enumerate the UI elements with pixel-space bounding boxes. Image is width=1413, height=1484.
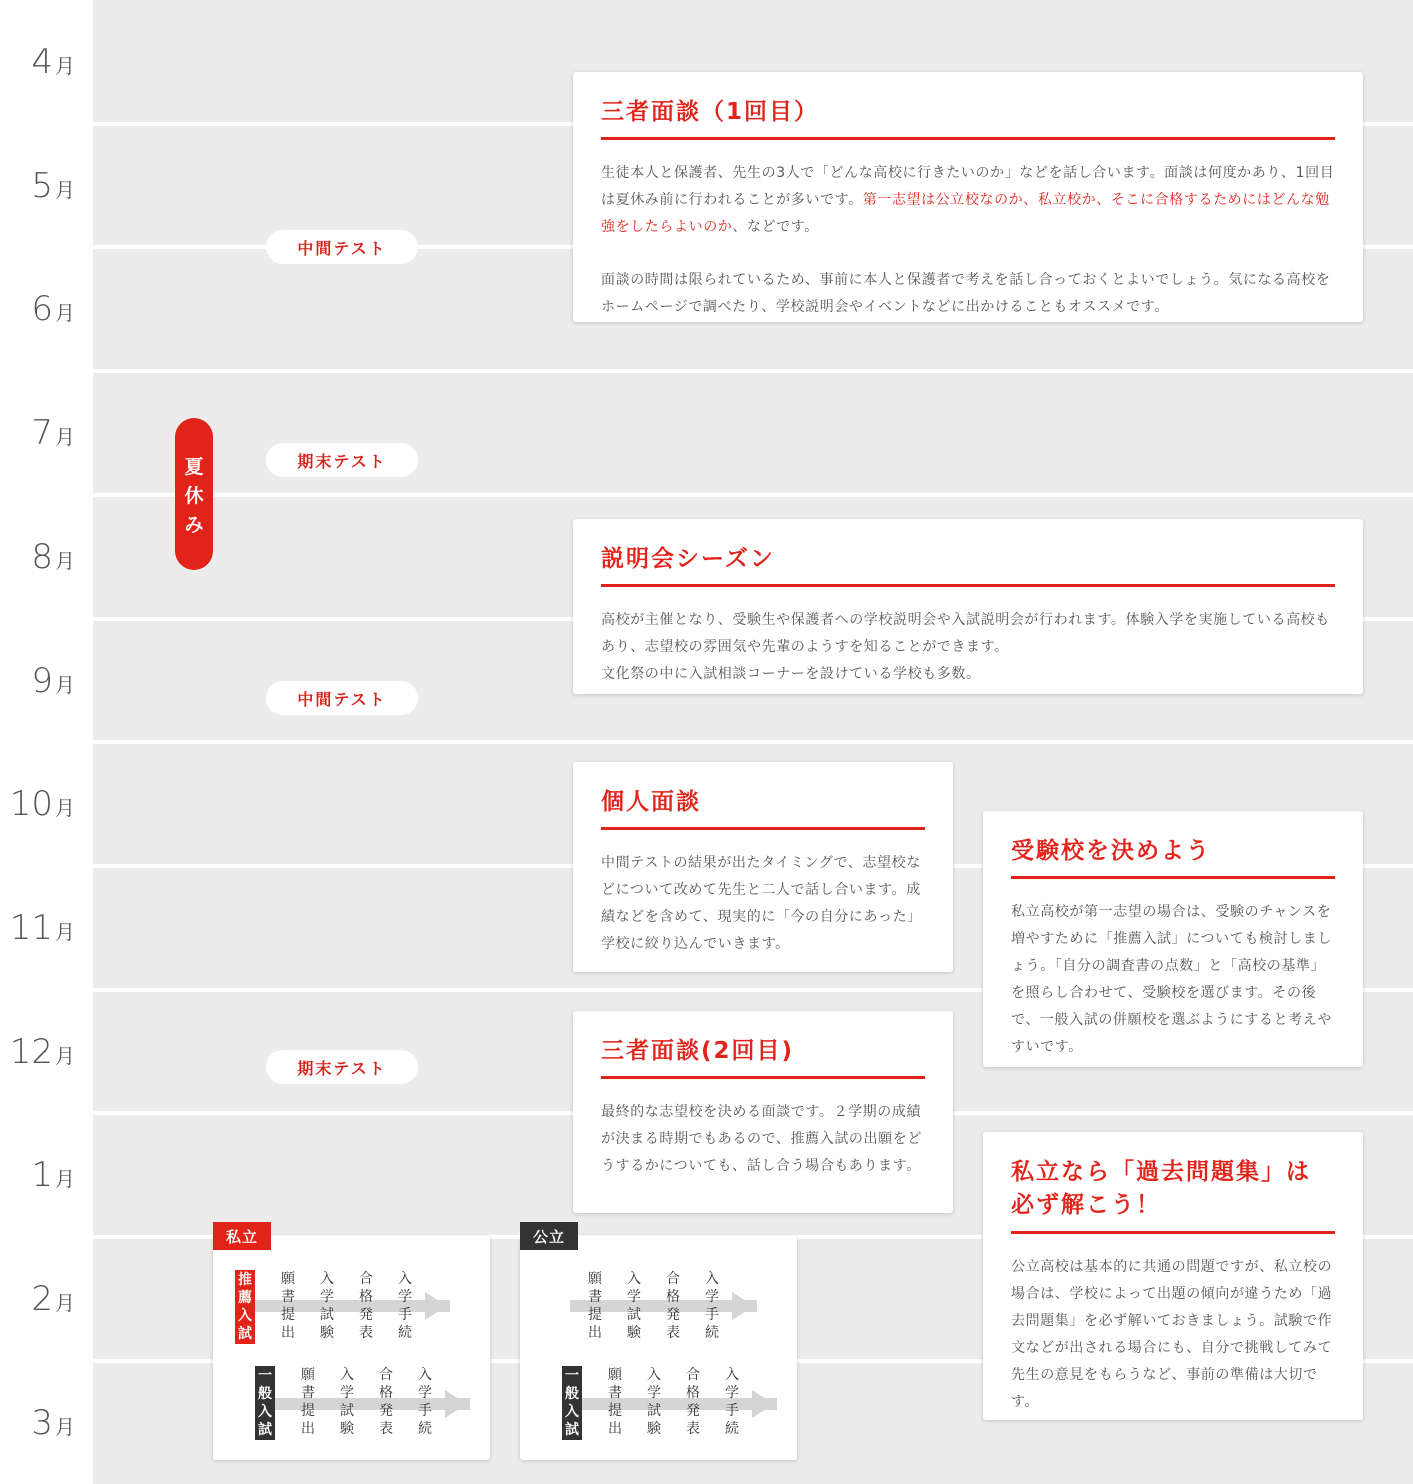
arrow-right-icon: [445, 1390, 467, 1418]
general-tag: [255, 1366, 275, 1440]
step-results: 合 格 発 表: [379, 1367, 393, 1437]
month-label: [31, 289, 75, 329]
tag-char: 一: [565, 1368, 579, 1384]
month-number: 1: [31, 1155, 53, 1195]
card-body: 私立高校が第一志望の場合は、受験のチャンスを増やすために「推薦入試」についても検討しましょう。「自分の調査書の点数」と「高校の基準」を照らし合わせて、受験校を選びます。その後で、一般入試の併願校を選ぶようにすると考えやすいです。: [1011, 904, 1332, 1056]
month-label: [31, 537, 75, 577]
card-title: 個人面談: [601, 786, 925, 830]
final-test-pill: 期末テスト: [266, 1050, 418, 1084]
card-paragraph: [601, 160, 1335, 241]
tag-char: 推: [238, 1272, 252, 1288]
month-column: [0, 0, 93, 1484]
month-label: [31, 661, 75, 701]
month-unit: 月: [55, 920, 75, 944]
card-past-exams: [983, 1132, 1363, 1420]
month-unit: 月: [55, 1291, 75, 1315]
card-body: [601, 160, 1335, 321]
summer-char: 休: [184, 484, 204, 507]
month-label: [10, 784, 75, 824]
midterm-test-pill: 中間テスト: [266, 681, 418, 715]
tag-char: 試: [258, 1422, 272, 1438]
card-briefing-season: [573, 519, 1363, 694]
month-label: [10, 908, 75, 948]
final-test-pill: 期末テスト: [266, 443, 418, 477]
card-title: 受験校を決めよう: [1011, 835, 1335, 879]
summer-char: み: [184, 513, 204, 536]
month-label: [31, 1403, 75, 1443]
month-unit: 月: [55, 1415, 75, 1439]
month-number: 9: [31, 661, 53, 701]
month-label: [31, 1155, 75, 1195]
month-number: 12: [9, 1032, 53, 1072]
month-number: 8: [31, 537, 53, 577]
step-exam: 入 学 試 験: [340, 1367, 354, 1437]
card-title: 説明会シーズン: [601, 543, 1335, 587]
month-unit: 月: [55, 178, 75, 202]
tag-char: 一: [258, 1368, 272, 1384]
card-body: 中間テストの結果が出たタイミングで、志望校などについて改めて先生と二人で話し合います。成績などを含めて、現実的に「今の自分にあった」学校に絞り込んでいきます。: [601, 855, 922, 953]
tag-char: 般: [258, 1386, 272, 1402]
public-label: 公立: [520, 1222, 578, 1250]
tag-char: 試: [565, 1422, 579, 1438]
title-line: 必ず解こう！: [1011, 1192, 1161, 1219]
public-general-row: [520, 1236, 797, 1460]
month-label: [31, 1279, 75, 1319]
card-decide-schools: [983, 811, 1363, 1067]
month-number: 4: [31, 42, 53, 82]
step-exam: 入 学 試 験: [320, 1271, 334, 1341]
month-unit: 月: [55, 301, 75, 325]
month-unit: 月: [55, 673, 75, 697]
card-paragraph: 高校が主催となり、受験生や保護者への学校説明会や入試説明会が行われます。体験入学を実施している高校もあり、志望校の雰囲気や先輩のようすを知ることができます。: [601, 612, 1330, 656]
month-unit: 月: [55, 425, 75, 449]
title-line: 私立なら「過去問題集」は: [1011, 1159, 1311, 1185]
step-exam: 入 学 試 験: [647, 1367, 661, 1437]
card-interview-1: [573, 72, 1363, 322]
month-label: [10, 1032, 75, 1072]
tag-char: 般: [565, 1386, 579, 1402]
tag-char: 薦: [238, 1290, 252, 1306]
month-unit: 月: [55, 54, 75, 78]
public-admission-flow: [520, 1227, 797, 1460]
step-enroll: 入 学 手 続: [398, 1271, 412, 1341]
month-number: 2: [31, 1279, 53, 1319]
midterm-test-pill: 中間テスト: [266, 230, 418, 264]
highlight-text: 第一志望は公立校なのか、私立校か、そこに合格するためにはどんな勉強をしたらよいのか: [601, 192, 1330, 236]
month-number: 6: [31, 289, 53, 329]
step-apply: 願 書 提 出: [588, 1271, 602, 1341]
card-body: [601, 607, 1335, 688]
month-unit: 月: [55, 1044, 75, 1068]
card-personal-interview: [573, 762, 953, 972]
month-label: [31, 42, 75, 82]
month-number: 11: [9, 908, 53, 948]
text: 生徒本人と保護者、先生の3人で「どんな高校に行きたいのか」などを話し合います。面談は何度かあり、1回目は夏休み前に行われることが多いです。: [601, 165, 1335, 209]
private-admission-flow: [213, 1227, 490, 1460]
step-results: 合 格 発 表: [359, 1271, 373, 1341]
step-apply: 願 書 提 出: [301, 1367, 315, 1437]
month-number: 7: [31, 413, 53, 453]
month-number: 3: [31, 1403, 53, 1443]
summer-char: 夏: [184, 455, 204, 478]
step-enroll: 入 学 手 続: [705, 1271, 719, 1341]
card-body: 公立高校は基本的に共通の問題ですが、私立校の場合は、学校によって出題の傾向が違うため「過去問題集」を必ず解いておきましょう。試験で作文などが出される場合にも、自分で挑戦してみて先生の意見をもらうなど、事前の準備は大切です。: [1011, 1258, 1333, 1410]
card-body: 最終的な志望校を決める面談です。２学期の成績が決まる時期でもあるので、推薦入試の出願をどうするかについても、話し合う場合もあります。: [601, 1104, 922, 1175]
card-title: [1011, 1156, 1335, 1234]
tag-char: 入: [565, 1404, 579, 1420]
month-unit: 月: [55, 796, 75, 820]
month-number: 5: [31, 166, 53, 206]
private-label: 私立: [213, 1222, 271, 1250]
step-apply: 願 書 提 出: [608, 1367, 622, 1437]
step-enroll: 入 学 手 続: [725, 1367, 739, 1437]
summer-break-badge: [175, 418, 213, 570]
tag-char: 入: [258, 1404, 272, 1420]
step-results: 合 格 発 表: [666, 1271, 680, 1341]
card-title: 三者面談(2回目): [601, 1035, 925, 1079]
general-row: [213, 1236, 490, 1460]
tag-char: 入: [238, 1308, 252, 1324]
card-interview-2: [573, 1011, 953, 1213]
step-apply: 願 書 提 出: [281, 1271, 295, 1341]
step-exam: 入 学 試 験: [627, 1271, 641, 1341]
arrow-right-icon: [752, 1390, 774, 1418]
card-paragraph: 文化祭の中に入試相談コーナーを設けている学校も多数。: [601, 666, 981, 683]
step-enroll: 入 学 手 続: [418, 1367, 432, 1437]
month-number: 10: [9, 784, 53, 824]
tag-char: 試: [238, 1326, 252, 1342]
month-unit: 月: [55, 549, 75, 573]
month-label: [31, 413, 75, 453]
card-title: 三者面談（1回目）: [601, 96, 1335, 140]
step-results: 合 格 発 表: [686, 1367, 700, 1437]
month-unit: 月: [55, 1167, 75, 1191]
general-tag: [562, 1366, 582, 1440]
text: 、などです。: [732, 219, 819, 236]
card-paragraph: 面談の時間は限られているため、事前に本人と保護者で考えを話し合っておくとよいでしょう。気になる高校をホームページで調べたり、学校説明会やイベントなどに出かけることもオススメです。: [601, 272, 1331, 316]
month-label: [31, 166, 75, 206]
